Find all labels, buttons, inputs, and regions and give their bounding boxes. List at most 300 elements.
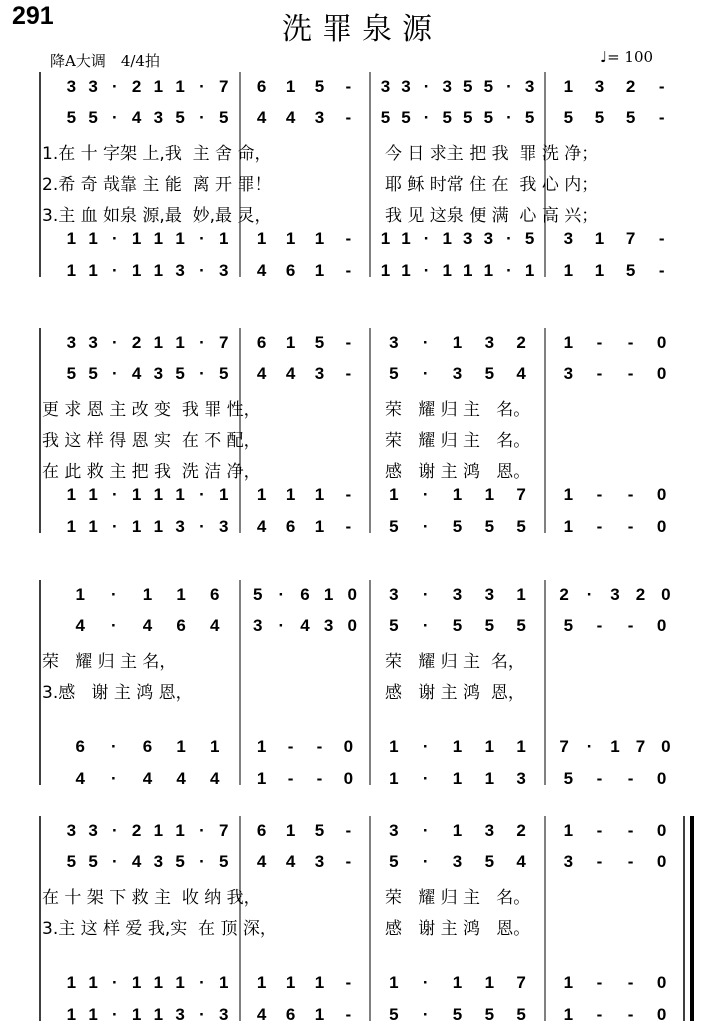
tie-dash: - [316,769,323,788]
dot: · [199,517,205,536]
note-digit: 1 [484,769,495,788]
note-digit: 5 [452,517,463,536]
note-digit: 2 [516,333,526,352]
note-digit: 1 [153,261,164,280]
dot: · [422,821,429,840]
dot: · [199,852,205,871]
note-digit: 1 [563,973,574,992]
note-digit: 5 [463,77,473,96]
tie-dash: - [627,769,634,788]
note-digit: 7 [218,77,229,96]
note-digit: 4 [256,261,267,280]
note-digit: 1 [131,485,142,504]
note-digit: 5 [175,852,185,871]
note-digit: 6 [176,616,186,635]
note-digit: 3 [153,852,164,871]
lyric-line-second-half: 今 日 求主 把 我 罪 洗 净； [385,144,599,164]
note-digit: 1 [75,585,85,604]
dot: · [506,229,512,248]
note-digit: 5 [88,364,98,383]
dot: · [111,616,117,635]
note-digit: 1 [142,585,153,604]
note-digit: 1 [66,229,77,248]
note-digit: 3 [563,364,574,383]
note-digit: 1 [563,261,574,280]
tie-dash: - [287,737,294,756]
note-digit: 1 [314,517,325,536]
note-digit: 1 [66,485,77,504]
note-digit: 0 [343,737,354,756]
dot: · [199,485,205,504]
note-digit: 6 [285,517,296,536]
note-digit: 6 [142,737,153,756]
dot: · [112,485,118,504]
note-digit: 3 [389,821,399,840]
note-digit: 1 [452,821,463,840]
note-digit: 5 [314,821,325,840]
note-digit: 5 [484,517,495,536]
note-digit: 6 [210,585,220,604]
note-digit: 1 [88,517,98,536]
note-digit: 3 [442,77,452,96]
note-digit: 4 [75,769,85,788]
tie-dash: - [596,485,603,504]
dot: · [586,585,593,604]
tie-dash: - [345,108,352,127]
dot: · [422,585,429,604]
note-digit: 1 [175,77,185,96]
tie-dash: - [596,517,603,536]
tie-dash: - [658,77,665,96]
note-digit: 6 [75,737,85,756]
note-digit: 1 [463,261,473,280]
note-digit: 5 [401,108,411,127]
note-digit: 2 [131,77,142,96]
lyric-line-second-half: 感 谢 主 鸿 恩。 [385,919,531,939]
note-digit: 0 [656,973,667,992]
note-digit: 5 [625,261,636,280]
note-digit: 5 [484,1005,495,1024]
note-digit: 4 [285,364,296,383]
note-digit: 1 [516,737,526,756]
note-digit: 0 [661,585,671,604]
tie-dash: - [658,261,665,280]
note-digit: 5 [625,108,636,127]
dot: · [112,852,118,871]
note-digit: 1 [401,261,411,280]
dot: · [422,364,429,383]
dot: · [112,1005,118,1024]
note-digit: 5 [452,1005,463,1024]
note-digit: 1 [563,485,574,504]
note-digit: 7 [218,821,229,840]
note-digit: 5 [389,517,399,536]
note-digit: 5 [314,77,325,96]
tie-dash: - [627,852,634,871]
note-digit: 1 [175,333,185,352]
note-digit: 1 [389,485,399,504]
lyric-line-first-half: 3.主 这 样 爱 我,实 在 顶 深， [42,919,277,939]
note-digit: 1 [218,973,229,992]
note-digit: 5 [252,585,263,604]
note-digit: 1 [401,229,411,248]
note-digit: 1 [484,973,495,992]
note-digit: 5 [524,108,535,127]
dot: · [112,108,118,127]
tie-dash: - [627,333,634,352]
note-digit: 3 [88,333,98,352]
note-digit: 5 [66,364,77,383]
note-digit: 4 [210,769,220,788]
note-digit: 0 [347,585,357,604]
note-digit: 4 [176,769,186,788]
dot: · [112,821,118,840]
dot: · [199,821,205,840]
note-digit: 3 [483,229,494,248]
note-digit: 4 [516,364,526,383]
dot: · [422,852,429,871]
note-digit: 1 [153,333,164,352]
note-digit: 5 [175,108,185,127]
note-digit: 3 [389,333,399,352]
dot: · [112,261,118,280]
note-digit: 1 [131,973,142,992]
tempo-value: = 100 [607,48,654,66]
tie-dash: - [345,1005,352,1024]
note-digit: 1 [88,485,98,504]
note-digit: 5 [314,333,325,352]
note-digit: 1 [131,229,142,248]
note-digit: 1 [153,229,164,248]
dot: · [278,616,285,635]
note-digit: 5 [516,1005,526,1024]
tie-dash: - [345,821,352,840]
note-digit: 1 [452,973,463,992]
lyric-line-first-half: 3.主 血 如泉 源,最 妙,最 灵， [42,206,272,226]
lyric-line-first-half: 在 此 救 主 把 我 洗 洁 净， [42,462,261,482]
note-digit: 1 [175,973,185,992]
note-digit: 0 [656,616,667,635]
note-digit: 1 [176,737,186,756]
dot: · [111,737,117,756]
note-digit: 1 [524,261,535,280]
note-digit: 0 [656,333,667,352]
note-digit: 4 [131,108,142,127]
tie-dash: - [316,737,323,756]
note-digit: 1 [314,485,325,504]
note-digit: 1 [256,769,267,788]
note-digit: 3 [218,517,229,536]
note-digit: 1 [389,769,399,788]
note-digit: 1 [380,229,391,248]
note-digit: 1 [153,517,164,536]
note-digit: 4 [75,616,85,635]
note-digit: 4 [131,852,142,871]
note-digit: 1 [314,1005,325,1024]
note-digit: 5 [175,364,185,383]
note-digit: 1 [210,737,220,756]
tie-dash: - [345,517,352,536]
note-digit: 3 [153,364,164,383]
note-digit: 2 [625,77,636,96]
note-digit: 4 [285,108,296,127]
note-digit: 1 [452,737,463,756]
note-digit: 3 [524,77,535,96]
note-digit: 3 [314,108,325,127]
note-digit: 2 [131,333,142,352]
note-digit: 5 [389,616,399,635]
note-digit: 3 [175,1005,185,1024]
note-digit: 5 [483,77,494,96]
dot: · [506,77,512,96]
note-digit: 1 [175,229,185,248]
note-digit: 6 [300,585,310,604]
tie-dash: - [596,821,603,840]
dot: · [112,229,118,248]
note-digit: 0 [656,821,667,840]
note-digit: 1 [452,333,463,352]
note-digit: 0 [656,1005,667,1024]
note-digit: 1 [563,517,574,536]
tie-dash: - [345,852,352,871]
note-digit: 1 [285,229,296,248]
note-digit: 5 [484,852,495,871]
note-digit: 4 [131,364,142,383]
note-digit: 0 [656,769,667,788]
note-digit: 3 [594,77,605,96]
note-digit: 5 [218,108,229,127]
note-digit: 1 [153,973,164,992]
tie-dash: - [596,333,603,352]
note-digit: 4 [256,364,267,383]
note-digit: 1 [483,261,494,280]
note-digit: 1 [88,229,98,248]
note-digit: 1 [256,737,267,756]
note-digit: 3 [516,769,526,788]
lyric-line-second-half: 荣 耀 归 主 名， [385,652,525,672]
note-digit: 5 [594,108,605,127]
note-digit: 3 [563,229,574,248]
note-digit: 0 [656,364,667,383]
note-digit: 1 [285,821,296,840]
note-digit: 5 [483,108,494,127]
note-digit: 1 [389,973,399,992]
note-digit: 3 [452,585,463,604]
lyric-line-second-half: 感 谢 主 鸿 恩， [385,683,525,703]
dot: · [422,517,429,536]
note-digit: 1 [175,821,185,840]
note-digit: 7 [559,737,569,756]
note-digit: 3 [484,821,495,840]
tie-dash: - [345,229,352,248]
note-digit: 2 [131,821,142,840]
lyric-line-second-half: 感 谢 主 鸿 恩。 [385,462,531,482]
note-digit: 3 [484,585,495,604]
note-digit: 1 [66,261,77,280]
note-digit: 5 [380,108,391,127]
note-digit: 3 [218,1005,229,1024]
dot: · [586,737,593,756]
note-digit: 1 [563,77,574,96]
note-digit: 1 [256,973,267,992]
tie-dash: - [658,108,665,127]
note-digit: 3 [380,77,391,96]
note-digit: 5 [516,517,526,536]
dot: · [199,77,205,96]
note-digit: 3 [153,108,164,127]
dot: · [423,229,430,248]
note-digit: 1 [176,585,186,604]
note-digit: 3 [218,261,229,280]
tie-dash: - [596,769,603,788]
note-digit: 3 [314,364,325,383]
dot: · [422,1005,429,1024]
note-digit: 6 [256,77,267,96]
note-digit: 1 [131,517,142,536]
note-digit: 1 [323,585,334,604]
tie-dash: - [345,973,352,992]
note-digit: 7 [635,737,646,756]
note-digit: 5 [88,108,98,127]
note-digit: 1 [285,973,296,992]
dot: · [423,77,430,96]
note-digit: 1 [153,821,164,840]
note-digit: 3 [66,77,77,96]
lyric-line-second-half: 荣 耀 归 主 名。 [385,431,531,451]
lyric-line-second-half: 耶 稣 时常 住 在 我 心 内； [385,175,599,195]
note-digit: 5 [563,769,574,788]
note-digit: 1 [153,485,164,504]
note-digit: 1 [563,821,574,840]
note-digit: 3 [252,616,263,635]
tie-dash: - [627,364,634,383]
dot: · [278,585,285,604]
note-digit: 1 [218,485,229,504]
note-digit: 4 [300,616,310,635]
note-digit: 1 [153,77,164,96]
note-digit: 6 [256,821,267,840]
note-digit: 3 [88,77,98,96]
note-digit: 0 [661,737,671,756]
note-digit: 4 [142,616,153,635]
note-digit: 2 [559,585,569,604]
tie-dash: - [627,973,634,992]
tie-dash: - [596,364,603,383]
lyric-line-second-half: 荣 耀 归 主 名。 [385,400,531,420]
dot: · [199,973,205,992]
tie-dash: - [596,1005,603,1024]
dot: · [506,108,512,127]
note-digit: 3 [484,333,495,352]
note-digit: 5 [563,108,574,127]
note-digit: 5 [563,616,574,635]
note-digit: 1 [66,517,77,536]
note-digit: 1 [175,485,185,504]
lyric-line-first-half: 荣 耀 归 主 名， [42,652,177,672]
note-digit: 4 [256,517,267,536]
lyric-line-first-half: 我 这 样 得 恩 实 在 不 配， [42,431,261,451]
note-digit: 1 [452,769,463,788]
note-digit: 3 [323,616,334,635]
tie-dash: - [658,229,665,248]
dot: · [112,333,118,352]
note-digit: 1 [88,973,98,992]
note-digit: 1 [131,261,142,280]
tie-dash: - [627,1005,634,1024]
dot: · [423,108,430,127]
note-digit: 3 [563,852,574,871]
key-time-signature: 降A大调 4/4拍 [50,52,160,70]
note-digit: 6 [285,261,296,280]
note-digit: 1 [594,229,605,248]
note-digit: 2 [635,585,646,604]
note-digit: 3 [401,77,411,96]
tie-dash: - [627,485,634,504]
hymn-number: 291 [12,2,54,30]
note-digit: 7 [516,973,526,992]
note-digit: 1 [442,229,452,248]
lyric-line-second-half: 荣 耀 归 主 名。 [385,888,531,908]
quarter-note-icon: ♩ [600,48,608,66]
note-digit: 3 [452,852,463,871]
dot: · [112,77,118,96]
dot: · [422,485,429,504]
note-digit: 5 [66,852,77,871]
dot: · [112,973,118,992]
note-digit: 2 [516,821,526,840]
lyric-line-second-half: 我 见 这泉 便 满 心 高 兴； [385,206,599,226]
note-digit: 6 [285,1005,296,1024]
tie-dash: - [596,973,603,992]
note-digit: 1 [314,261,325,280]
dot: · [422,333,429,352]
tie-dash: - [345,333,352,352]
tie-dash: - [627,821,634,840]
dot: · [199,1005,205,1024]
note-digit: 3 [463,229,473,248]
lyric-line-first-half: 1.在 十 字架 上,我 主 舍 命， [42,144,272,164]
note-digit: 3 [175,261,185,280]
note-digit: 5 [484,364,495,383]
dot: · [422,616,429,635]
note-digit: 0 [656,852,667,871]
note-digit: 6 [256,333,267,352]
note-digit: 5 [524,229,535,248]
tie-dash: - [345,77,352,96]
note-digit: 1 [442,261,452,280]
note-digit: 0 [347,616,357,635]
tie-dash: - [287,769,294,788]
note-digit: 3 [314,852,325,871]
note-digit: 3 [610,585,620,604]
note-digit: 4 [516,852,526,871]
note-digit: 1 [314,973,325,992]
dot: · [112,517,118,536]
note-digit: 5 [88,852,98,871]
dot: · [506,261,512,280]
note-digit: 0 [656,517,667,536]
note-digit: 3 [175,517,185,536]
note-digit: 4 [256,852,267,871]
note-digit: 3 [452,364,463,383]
note-digit: 1 [484,737,495,756]
dot: · [199,261,205,280]
note-digit: 4 [142,769,153,788]
note-digit: 1 [131,1005,142,1024]
note-digit: 1 [380,261,391,280]
note-digit: 1 [516,585,526,604]
note-digit: 1 [452,485,463,504]
